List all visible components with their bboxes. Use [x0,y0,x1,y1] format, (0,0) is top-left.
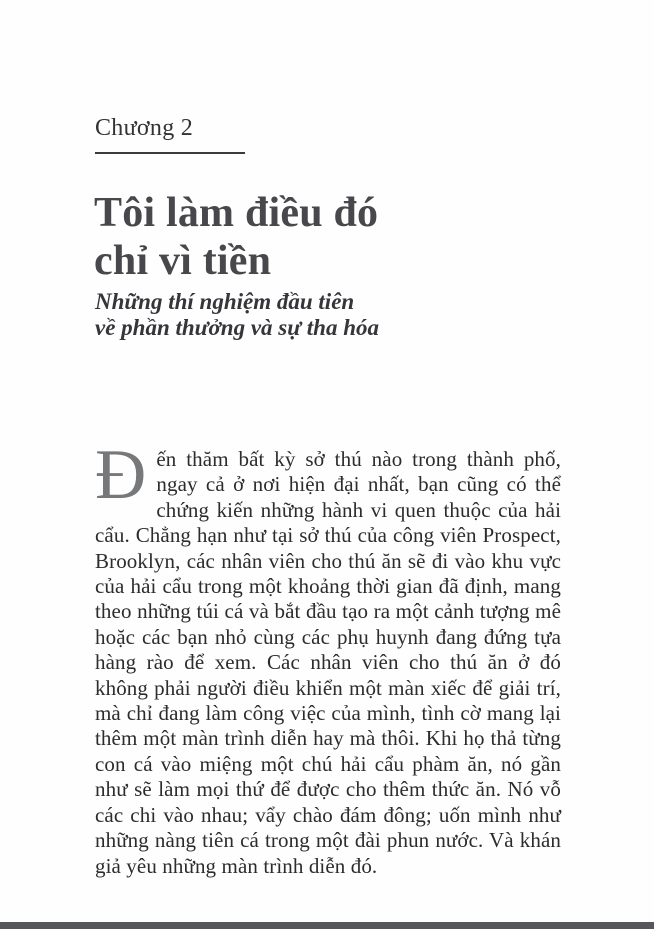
chapter-rule [95,152,245,154]
chapter-subtitle-line-1: Những thí nghiệm đầu tiên [95,289,355,314]
chapter-subtitle-line-2: về phần thưởng và sự tha hóa [95,315,380,340]
chapter-subtitle [95,289,565,341]
chapter-label: Chương 2 [95,115,194,141]
page-title-line-2: chỉ vì tiền [94,238,272,284]
bottom-divider-bar [0,922,654,929]
page-title-line-1: Tôi làm điều đó [94,190,379,236]
body-paragraph-text: ến thăm bất kỳ sở thú nào trong thành phố, ngay cả ở nơi hiện đại nhất, bạn cũng có thể chứng kiến những hành vi quen thuộc của hải cẩu. Chẳng hạn như tại sở thú của công viên Prospect, Brooklyn, các nhân viên cho thú ăn sẽ đi vào khu vực của hải cẩu trong một khoảng thời gian đã định, mang theo những túi cá và bắt đầu tạo ra một cảnh tượng mê hoặc các bạn nhỏ cùng các phụ huynh đang đứng tựa hàng rào để xem. Các nhân viên cho thú ăn ở đó không phải người điều khiển một màn xiếc để giải trí, mà chỉ đang làm công việc của mình, tình cờ mang lại thêm một màn trình diễn hay mà thôi. Khi họ thả từng con cá vào miệng một chú hải cẩu phàm ăn, nó gần như sẽ làm mọi thứ để được cho thêm thức ăn. Nó vỗ các chi vào nhau; vẩy chào đám đông; uốn mình như những nàng tiên cá trong một đài phun nước. Và khán giả yêu những màn trình diễn đó. [95,447,561,878]
body-paragraph [95,436,561,879]
drop-cap: Đ [95,436,147,514]
page-title [94,189,564,285]
